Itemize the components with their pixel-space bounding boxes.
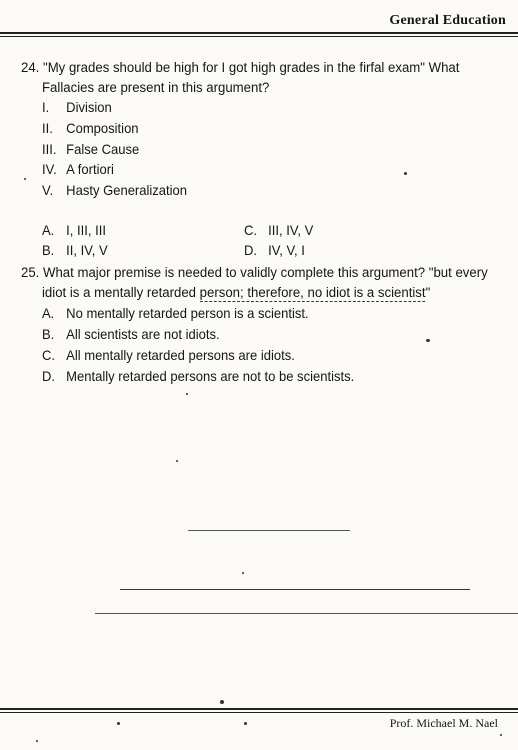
q24-choice-a-text: I, III, III — [66, 222, 106, 238]
q25-choice-c-text: All mentally retarded persons are idiots. — [66, 347, 295, 363]
q25-choice-d-letter: D. — [42, 368, 56, 384]
scan-speck — [244, 722, 247, 725]
scan-speck — [36, 740, 38, 742]
page-header-title: General Education — [389, 13, 506, 28]
footer-author: Prof. Michael M. Nael — [389, 716, 498, 730]
question-24-line-1: 24. "My grades should be high for I got high grades in the firfal exam" What — [21, 60, 460, 76]
q25-line-2-part-a: idiot is a mentally retarded — [42, 285, 200, 301]
q24-choice-d-text: IV, V, I — [268, 242, 305, 258]
q25-choice-b — [42, 326, 220, 342]
q25-choice-a-letter: A. — [42, 305, 55, 321]
q24-choice-d — [244, 242, 305, 258]
question-25-line-1: 25. What major premise is needed to validly complete this argument? "but every — [21, 265, 488, 281]
q24-item-2-num: II. — [42, 120, 53, 136]
q24-item-2-text: Composition — [66, 120, 139, 136]
scan-speck — [117, 722, 120, 725]
q25-choice-a-text: No mentally retarded person is a scientist. — [66, 305, 309, 321]
scan-speck — [500, 734, 502, 736]
q24-item-3-text: False Cause — [66, 141, 140, 157]
scan-speck — [220, 700, 224, 704]
q24-item-2 — [42, 120, 139, 136]
scan-speck — [404, 172, 407, 175]
q25-choice-b-letter: B. — [42, 326, 55, 342]
q24-choice-b — [42, 242, 108, 258]
q24-choice-a — [42, 222, 106, 238]
scan-artifact-line — [188, 530, 350, 531]
footer-rule-top — [0, 708, 518, 710]
q25-choice-d-text: Mentally retarded persons are not to be scientists. — [66, 368, 355, 384]
q24-item-4-num: IV. — [42, 161, 57, 177]
q24-item-4 — [42, 161, 114, 177]
scan-speck — [186, 393, 188, 395]
q25-choice-c — [42, 347, 295, 363]
q24-item-5-num: V. — [42, 182, 54, 198]
header-rule-bottom — [0, 36, 518, 37]
scan-speck — [24, 178, 26, 180]
scan-artifact-line — [120, 589, 470, 590]
scan-artifact-line — [95, 613, 518, 614]
scan-speck — [176, 460, 178, 462]
question-25-line-2 — [42, 283, 430, 304]
q25-line-2-underlined: person; therefore, no idiot is a scientist — [199, 285, 426, 301]
header-rule-top — [0, 32, 518, 34]
question-24-line-2: Fallacies are present in this argument? — [42, 80, 270, 96]
q24-item-4-text: A fortiori — [66, 161, 114, 177]
q24-choice-a-letter: A. — [42, 222, 55, 238]
q24-choice-c-text: III, IV, V — [268, 222, 314, 238]
scan-speck — [242, 572, 244, 574]
scan-speck — [426, 339, 430, 342]
q25-choice-c-letter: C. — [42, 347, 56, 363]
q24-choice-d-letter: D. — [244, 242, 258, 258]
q24-item-5-text: Hasty Generalization — [66, 182, 188, 198]
q24-choice-c — [244, 222, 313, 238]
q24-item-1-num: I. — [42, 99, 50, 115]
q24-item-3-num: III. — [42, 141, 57, 157]
q25-line-2-part-c: " — [425, 285, 431, 301]
q24-choice-c-letter: C. — [244, 222, 258, 238]
footer-rule-bottom — [0, 712, 518, 713]
q25-choice-a — [42, 305, 309, 321]
q24-item-1 — [42, 99, 112, 115]
q24-choice-b-letter: B. — [42, 242, 55, 258]
q24-item-3 — [42, 141, 139, 157]
q25-choice-b-text: All scientists are not idiots. — [66, 326, 220, 342]
q25-choice-d — [42, 368, 354, 384]
q24-item-1-text: Division — [66, 99, 112, 115]
q24-item-5 — [42, 182, 187, 198]
q24-choice-b-text: II, IV, V — [66, 242, 108, 258]
